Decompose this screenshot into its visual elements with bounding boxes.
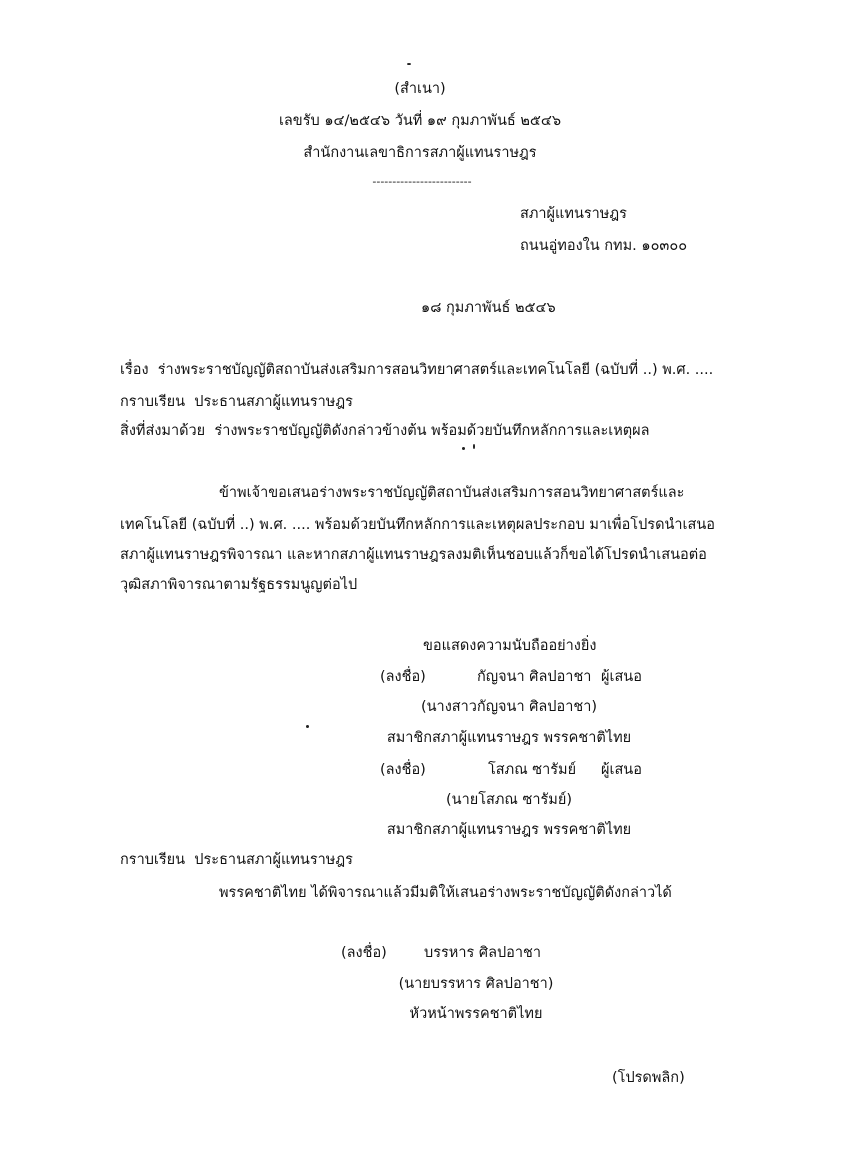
body-line-4: วุฒิสภาพิจารณาตามรัฐธรรมนูญต่อไป: [120, 577, 358, 593]
scan-speck: [306, 725, 309, 728]
signatory-full-name: (นายโสภณ ซารัมย์): [446, 792, 572, 808]
signatory-position: สมาชิกสภาผู้แทนราษฎร พรรคชาติไทย: [386, 822, 632, 838]
letter-date: ๑๘ กุมภาพันธ์ ๒๕๔๖: [421, 300, 556, 316]
signature-name: บรรหาร ศิลปอาชา: [424, 945, 542, 961]
signatory-position: สมาชิกสภาผู้แทนราษฎร พรรคชาติไทย: [386, 730, 632, 746]
signatory-full-name: (นายบรรหาร ศิลปอาชา): [398, 976, 554, 992]
scan-speck: [462, 447, 465, 450]
scan-speck: [473, 444, 475, 449]
sender-address-line1: สภาผู้แทนราษฎร: [520, 206, 627, 222]
subject-text: ร่างพระราชบัญญัติสถาบันส่งเสริมการสอนวิทยาศาสตร์และเทคโนโลยี (ฉบับที่ ..) พ.ศ. ....: [157, 362, 714, 378]
body-line-2: เทคโนโลยี (ฉบับที่ ..) พ.ศ. .... พร้อมด้วยบันทึกหลักการและเหตุผลประกอบ มาเพื่อโปรดนำเสนอ: [120, 517, 715, 533]
sender-address-line2: ถนนอู่ทองใน กทม. ๑๐๓๐๐: [520, 238, 688, 254]
sign-label: (ลงชื่อ): [380, 762, 426, 778]
endorsement-salutation: [120, 850, 353, 870]
salutation-text: ประธานสภาผู้แทนราษฎร: [194, 394, 353, 410]
receipt-line: เลขรับ ๑๔/๒๕๔๖ วันที่ ๑๙ กุมภาพันธ์ ๒๕๔๖: [278, 113, 562, 129]
subject-label: เรื่อง: [120, 362, 149, 378]
signatory-full-name: (นางสาวกัญจนา ศิลปอาชา): [420, 699, 598, 715]
header-divider: -------------------------: [372, 175, 472, 188]
enclosure-line: [120, 421, 650, 441]
enclosure-text: ร่างพระราชบัญญัติดังกล่าวข้างต้น พร้อมด้วยบันทึกหลักการและเหตุผล: [214, 423, 650, 439]
sign-label: (ลงชื่อ): [341, 945, 387, 961]
body-line-3: สภาผู้แทนราษฎรพิจารณา และหากสภาผู้แทนราษฎรลงมติเห็นชอบแล้วก็ขอได้โปรดนำเสนอต่อ: [120, 547, 707, 563]
signatory-position: หัวหน้าพรรคชาติไทย: [409, 1006, 543, 1022]
enclosure-label: สิ่งที่ส่งมาด้วย: [120, 423, 206, 439]
proposer-role: ผู้เสนอ: [601, 762, 642, 778]
subject-line: [120, 360, 713, 380]
copy-label: (สำเนา): [394, 81, 446, 97]
turn-over-note: (โปรดพลิก): [612, 1070, 685, 1086]
closing-phrase: ขอแสดงความนับถืออย่างยิ่ง: [423, 638, 597, 654]
scan-speck: [407, 63, 411, 65]
signature-name: โสภณ ซารัมย์: [488, 762, 577, 778]
salutation-label: กราบเรียน: [120, 394, 186, 410]
signature-name: กัญจนา ศิลปอาชา: [477, 669, 592, 685]
salutation-line: [120, 392, 353, 412]
endorsement-text: พรรคชาติไทย ได้พิจารณาแล้วมีมติให้เสนอร่างพระราชบัญญัติดังกล่าวได้: [219, 885, 672, 901]
endorsement-salutation-text: ประธานสภาผู้แทนราษฎร: [194, 852, 353, 868]
body-line-1: ข้าพเจ้าขอเสนอร่างพระราชบัญญัติสถาบันส่งเสริมการสอนวิทยาศาสตร์และ: [219, 485, 685, 501]
sign-label: (ลงชื่อ): [380, 669, 426, 685]
endorsement-salutation-label: กราบเรียน: [120, 852, 186, 868]
proposer-role: ผู้เสนอ: [601, 669, 642, 685]
office-name: สำนักงานเลขาธิการสภาผู้แทนราษฎร: [303, 145, 537, 161]
